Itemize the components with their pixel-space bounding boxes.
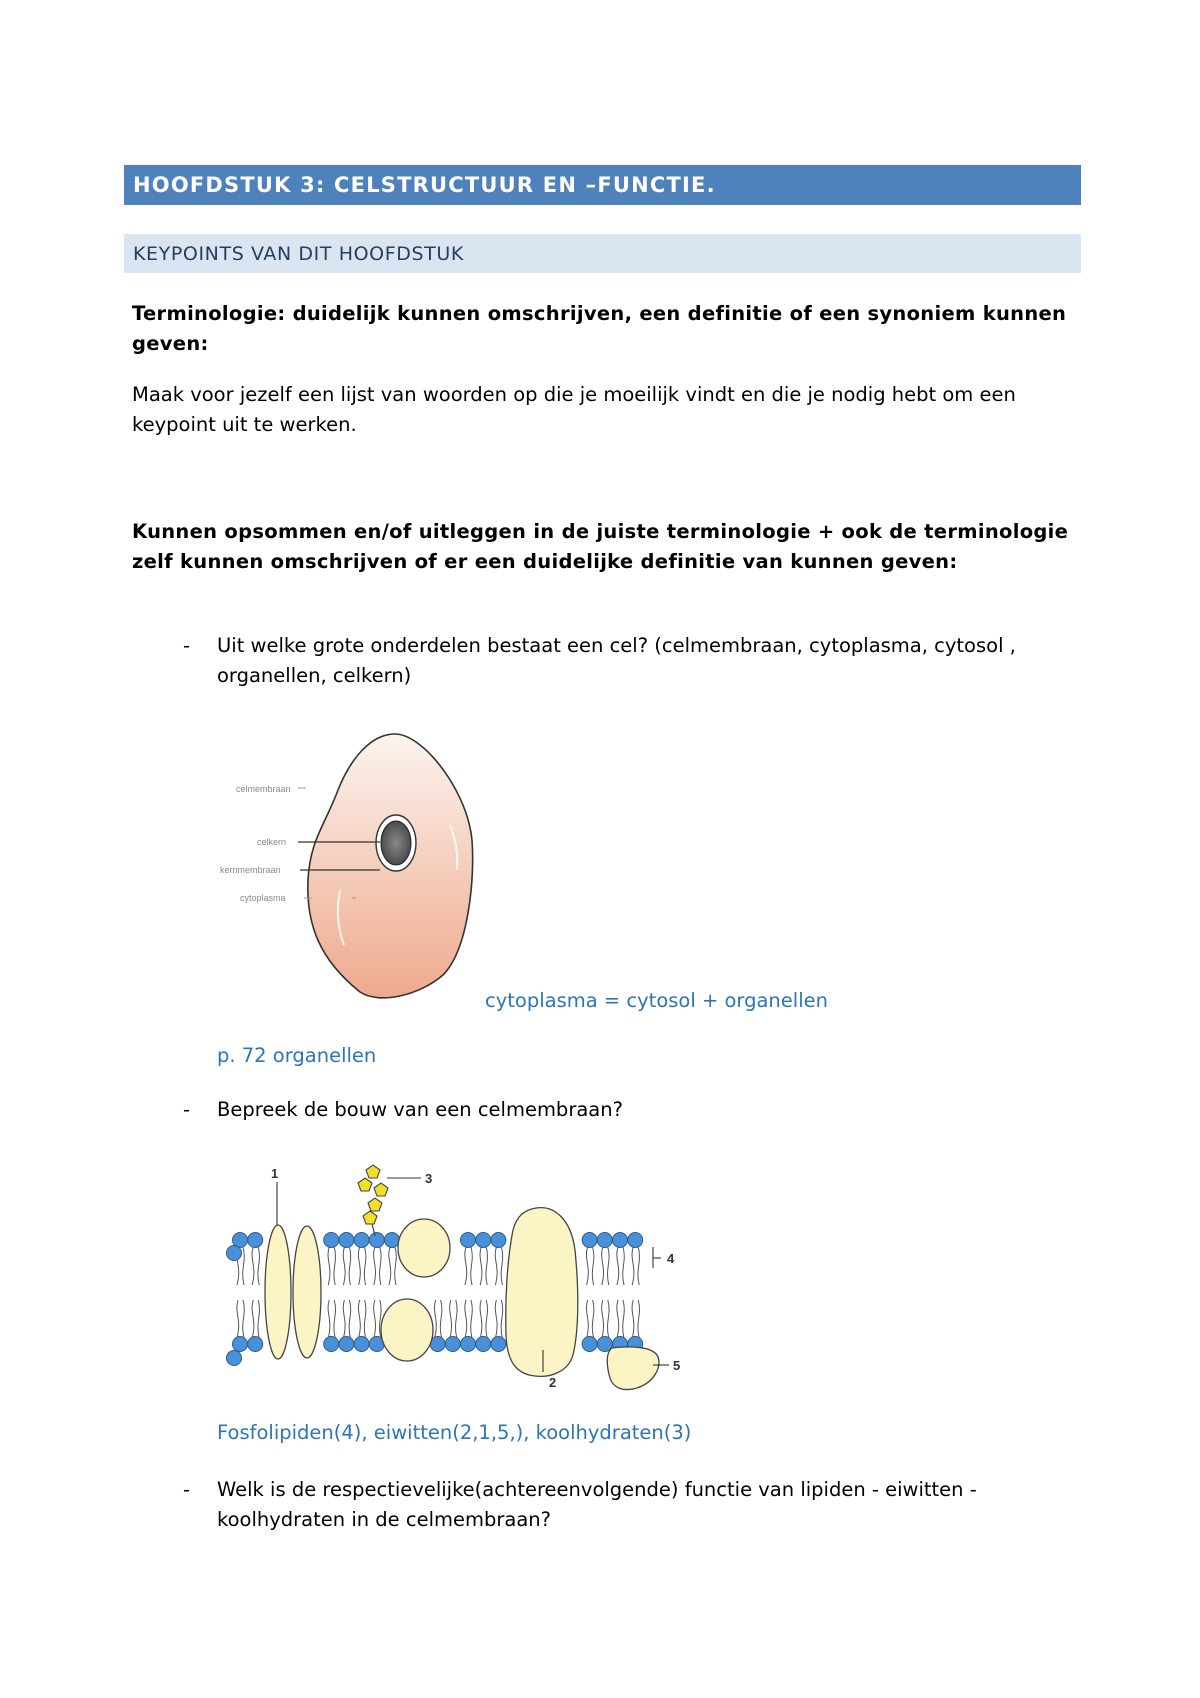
answer-cytoplasma: cytoplasma = cytosol + organellen <box>485 989 828 1012</box>
label-cytoplasma: cytoplasma <box>240 893 286 903</box>
phospholipid-head <box>628 1233 643 1248</box>
phospholipid-head <box>597 1233 612 1248</box>
carbohydrate <box>374 1183 388 1196</box>
phospholipid-head <box>461 1337 476 1352</box>
membrane-label-1: 1 <box>271 1166 279 1181</box>
protein-peripheral-bottom <box>381 1299 433 1361</box>
phospholipid-head <box>461 1233 476 1248</box>
bullet-cell-parts: Uit welke grote onderdelen bestaat een cel? (celmembraan, cytoplasma, cytosol , organellen, celkern) <box>217 634 1016 687</box>
phospholipid-head <box>354 1337 369 1352</box>
phospholipid-head <box>582 1233 597 1248</box>
phospholipid-head <box>385 1233 400 1248</box>
phospholipid-head <box>324 1337 339 1352</box>
phospholipid-head <box>369 1233 384 1248</box>
label-celmembraan: celmembraan <box>236 784 291 794</box>
membrane-label-4: 4 <box>667 1251 675 1266</box>
carbohydrate <box>358 1178 372 1191</box>
label-kernmembraan: kernmembraan <box>220 865 281 875</box>
membrane-label-3: 3 <box>425 1171 433 1186</box>
carbohydrate <box>368 1198 382 1211</box>
label-celkern: celkern <box>257 837 287 847</box>
phospholipid-head <box>339 1337 354 1352</box>
phospholipid-head <box>248 1233 263 1248</box>
protein-1 <box>265 1225 291 1359</box>
protein-channel <box>293 1226 321 1358</box>
bullet-dash: - <box>183 1098 191 1121</box>
phospholipid-head <box>354 1233 369 1248</box>
protein-5 <box>607 1347 659 1390</box>
phospholipid-head <box>248 1337 263 1352</box>
phospholipid-head <box>445 1337 460 1352</box>
phospholipid-head <box>491 1233 506 1248</box>
bullet-dash: - <box>183 634 191 657</box>
carbohydrate <box>366 1165 380 1178</box>
phospholipid-head <box>324 1233 339 1248</box>
protein-2 <box>506 1208 578 1377</box>
answer-page-reference: p. 72 organellen <box>217 1044 377 1067</box>
chapter-heading: HOOFDSTUK 3: CELSTRUCTUUR EN –FUNCTIE. <box>124 165 1081 205</box>
enumerate-title: Kunnen opsommen en/of uitleggen in de juiste terminologie + ook de terminologie zelf kunnen omschrijven of er een duidelijke definitie van kunnen geven: <box>132 520 1069 573</box>
answer-membrane-components: Fosfolipiden(4), eiwitten(2,1,5,), koolhydraten(3) <box>217 1421 692 1444</box>
bullet-membrane-functions: Welk is de respectievelijke(achtereenvolgende) functie van lipiden - eiwitten - koolhydraten in de celmembraan? <box>217 1478 977 1531</box>
membrane-label-5: 5 <box>673 1358 681 1373</box>
terminology-body: Maak voor jezelf een lijst van woorden op die je moeilijk vindt en die je nodig hebt om een keypoint uit te werken. <box>132 383 1016 436</box>
phospholipid-head <box>491 1337 506 1352</box>
bullet-membrane-structure: Bepreek de bouw van een celmembraan? <box>217 1098 623 1121</box>
phospholipid-head <box>582 1337 597 1352</box>
cell-diagram <box>210 730 500 1000</box>
terminology-title: Terminologie: duidelijk kunnen omschrijven, een definitie of een synoniem kunnen geven: <box>132 302 1067 355</box>
keypoints-heading: KEYPOINTS VAN DIT HOOFDSTUK <box>124 234 1081 273</box>
phospholipid-head <box>339 1233 354 1248</box>
phospholipid-head <box>227 1351 242 1366</box>
membrane-label-2: 2 <box>549 1375 557 1390</box>
phospholipid-head <box>227 1246 242 1261</box>
protein-peripheral-top <box>398 1219 450 1277</box>
phospholipid-head <box>233 1337 248 1352</box>
phospholipid-head <box>476 1233 491 1248</box>
phospholipid-head <box>476 1337 491 1352</box>
bullet-dash: - <box>183 1478 191 1501</box>
membrane-diagram <box>225 1150 715 1400</box>
nucleus-shape <box>381 821 411 865</box>
phospholipid-head <box>613 1233 628 1248</box>
carbohydrate <box>363 1211 377 1224</box>
